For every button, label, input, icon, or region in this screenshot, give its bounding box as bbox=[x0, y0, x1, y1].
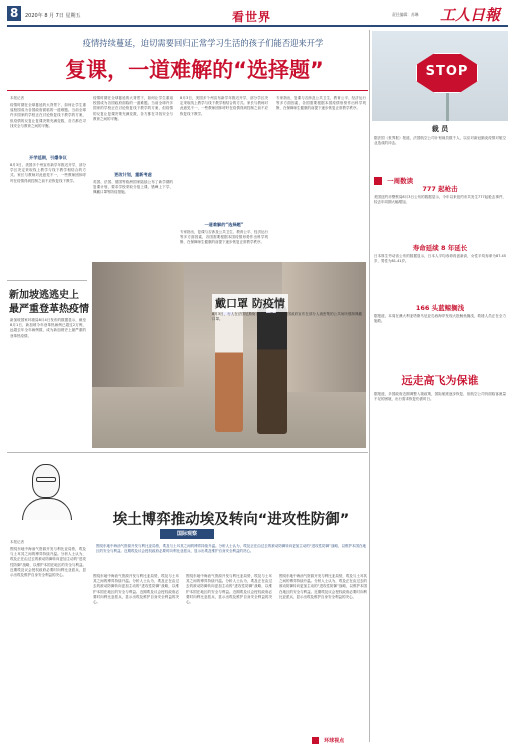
lead-subtitle: 疫情持续蔓延，迫切需要回归正常学习生活的孩子们能否迎来开学 bbox=[82, 38, 324, 48]
masthead-rule bbox=[7, 25, 508, 27]
page-number: 8 bbox=[10, 6, 19, 20]
lead-body-col2: 疫情时期在全球蔓延的大背景下，如何让学生重返校园成为各国政府面临的一道难题。当前全球许多国家的学校正在讨论恢复线下教学的方案，但疫情的反复让复课决策充满变数，各方都在寻找安全与教育之间的平衡。 bbox=[93, 96, 173, 121]
weekly-item4-title: 远走高飞为保谁 bbox=[401, 374, 479, 387]
editor-line: 责任编辑：苏琳 bbox=[392, 12, 419, 17]
bottom-title: 埃土博弈推动埃及转向“进攻性防御” bbox=[112, 512, 350, 528]
lead-divider bbox=[7, 90, 368, 91]
weekly-header bbox=[374, 170, 454, 185]
dengue-body: 新加坡国家环境局8月4日发布的数据显示，截至8月1日，新加坡今年登革热病例已超过2万例，远超去年全年病例数，成为新加坡史上最严重的登革热疫情。 bbox=[10, 318, 86, 338]
bottom-col3: 围绕东地中海油气资源开发与利比亚局势，埃及与土耳其之间的博弈持续升温。分析人士认为，埃及正在由过去的被动防御转向更加主动的“进攻性防御”战略，以维护本国在地区的安全与利益。近期埃及议会授权政府必要时向利比亚派兵，显示出埃及维护自身安全利益的决心。 bbox=[186, 574, 272, 605]
masthead bbox=[0, 0, 515, 28]
lead-body2-col1: 8月3日，美国多个州宣布新学年推迟开学，部分学区决定采取线上教学与线下教学相结合的方式。家长与教师对此意见不一，一些教师团体呼吁在疫情得到控制之前不应恢复线下教学。 bbox=[10, 163, 86, 183]
layoff-body: 据法国《世界报》报道，法国航空公司计划裁员数千人，以应对新冠肺炎疫情对航空业造成的冲击。 bbox=[374, 136, 506, 146]
layoff-heading: 裁 员 bbox=[431, 125, 449, 133]
bottom-tag: 国际观察 bbox=[160, 529, 214, 539]
lead-body-col3: 8月3日，美国多个州宣布新学年推迟开学，部分学区决定采取线上教学与线下教学相结合的方式。家长与教师对此意见不一，一些教师团体呼吁在疫情得到控制之前不应恢复线下教学。 bbox=[180, 96, 268, 116]
bottom-col2: 围绕东地中海油气资源开发与利比亚局势，埃及与土耳其之间的博弈持续升温。分析人士认为，埃及正在由过去的被动防御转向更加主动的“进攻性防御”战略，以维护本国在地区的安全与利益。近期埃及议会授权政府必要时向利比亚派兵，显示出埃及维护自身安全利益的决心。 bbox=[93, 574, 179, 605]
stop-sign-text: STOP bbox=[425, 64, 469, 79]
bottom-col4: 围绕东地中海油气资源开发与利比亚局势，埃及与土耳其之间的博弈持续升温。分析人士认为，埃及正在由过去的被动防御转向更加主动的“进攻性防御”战略，以维护本国在地区的安全与利益。近期埃及议会授权政府必要时向利比亚派兵，显示出埃及维护自身安全利益的决心。 bbox=[279, 574, 367, 599]
paper-name-logo: 工人日報 bbox=[440, 6, 501, 24]
lead-byline: 本报记者 bbox=[10, 96, 24, 100]
bottom-divider bbox=[7, 452, 368, 453]
photo-caption: 8月3日，行人在法国尼斯街头佩戴口罩出行。法国政府宣布在部分人流密集的公共场所强制佩戴口罩。 bbox=[212, 312, 362, 322]
weekly-item1-body: 美国纽约市警察局8月3日公布的数据显示，今年以来纽约市共发生777起枪击事件，较去年同期大幅增加。 bbox=[374, 195, 506, 205]
photo-building-left bbox=[92, 262, 184, 387]
col-rule-main bbox=[369, 30, 370, 742]
section-title: 看世界 bbox=[232, 10, 272, 24]
portrait-glasses bbox=[36, 477, 56, 482]
weekly-item1-title: 777 起枪击 bbox=[422, 185, 458, 193]
bottom-byline: 本报记者 bbox=[10, 540, 24, 544]
footer-tag-text: 环球视点 bbox=[324, 738, 345, 744]
weekly-item2-title: 寿命延续 8 年延长 bbox=[412, 244, 468, 252]
photo-title: 戴口罩 防疫情 bbox=[212, 294, 288, 312]
left-mid-divider bbox=[7, 280, 87, 281]
lead-sub2: 更改计划，重新考虑 bbox=[93, 172, 173, 178]
bottom-intro: 围绕东地中海油气资源开发与利比亚局势，埃及与土耳其之间的博弈持续升温。分析人士认为，埃及正在由过去的被动防御转向更加主动的“进攻性防御”战略，以维护本国在地区的安全与利益。近期埃及议会授权政府必要时向利比亚派兵，显示出埃及维护自身安全利益的决心。 bbox=[96, 544, 366, 554]
weekly-item3-body: 据报道，本周在澳大利亚塔斯马尼亚岛西海岸发现大批鲸鱼搁浅，救援人员正在全力施救。 bbox=[374, 314, 506, 324]
weekly-item2-body: 日本厚生劳动省公布的数据显示，日本人平均寿命再创新高，女性平均寿命为87.45岁，男性为81.41岁。 bbox=[374, 254, 506, 264]
lead-body-col4: 专家指出，复课与否涉及公共卫生、教育公平、经济运行等多方面因素，各国需要根据本国疫情形势作出科学判断，在保障师生健康的前提下逐步恢复正常教学秩序。 bbox=[276, 96, 366, 111]
date-line: 2020年 8 月 7日 星期五 bbox=[25, 13, 81, 19]
street-photo bbox=[92, 262, 366, 448]
weekly-item4-body: 据报道，多国政府近期调整入境政策，国际航班逐步恢复，但航空公司仍面临客流量不足的困境，出行需求恢复仍需时日。 bbox=[374, 392, 506, 402]
lead-sub3: 一道难解的“选择题” bbox=[180, 222, 268, 228]
dengue-title-line2: 最严重登革热疫情 bbox=[9, 304, 89, 315]
bottom-col1: 围绕东地中海油气资源开发与利比亚局势，埃及与土耳其之间的博弈持续升温。分析人士认为，埃及正在由过去的被动防御转向更加主动的“进攻性防御”战略，以维护本国在地区的安全与利益。近期埃及议会授权政府必要时向利比亚派兵，显示出埃及维护自身安全利益的决心。 bbox=[10, 547, 86, 578]
dengue-title-line1: 新加坡逃逃史上 bbox=[9, 290, 79, 301]
lead-body4-col3: 专家指出，复课与否涉及公共卫生、教育公平、经济运行等多方面因素，各国需要根据本国疫情形势作出科学判断，在保障师生健康的前提下逐步恢复正常教学秩序。 bbox=[180, 230, 268, 245]
portrait-sketch bbox=[18, 460, 76, 522]
lead-body-col1: 疫情时期在全球蔓延的大背景下，如何让学生重返校园成为各国政府面临的一道难题。当前全球许多国家的学校正在讨论恢复线下教学的方案，但疫情的反复让复课决策充满变数，各方都在寻找安全与教育之间的平衡。 bbox=[10, 103, 86, 128]
stop-sign-photo bbox=[372, 31, 508, 121]
portrait-shoulders bbox=[22, 498, 72, 520]
lead-title: 复课，一道难解的“选择题” bbox=[65, 58, 324, 82]
footer-tag bbox=[312, 730, 345, 744]
lead-sub1: 开学延期，引爆争议 bbox=[29, 155, 67, 160]
footer-tag-icon bbox=[312, 737, 319, 744]
lead-body3-col2: 英国、法国、德国等欧洲国家陆续公布了新学期的复课计划，要求学校采取分组上课、错峰上下学、佩戴口罩等防疫措施。 bbox=[93, 180, 173, 195]
weekly-heading: 一周数读 bbox=[387, 177, 414, 185]
weekly-item3-title: 166 头蓝鲸搁浅 bbox=[415, 304, 465, 312]
